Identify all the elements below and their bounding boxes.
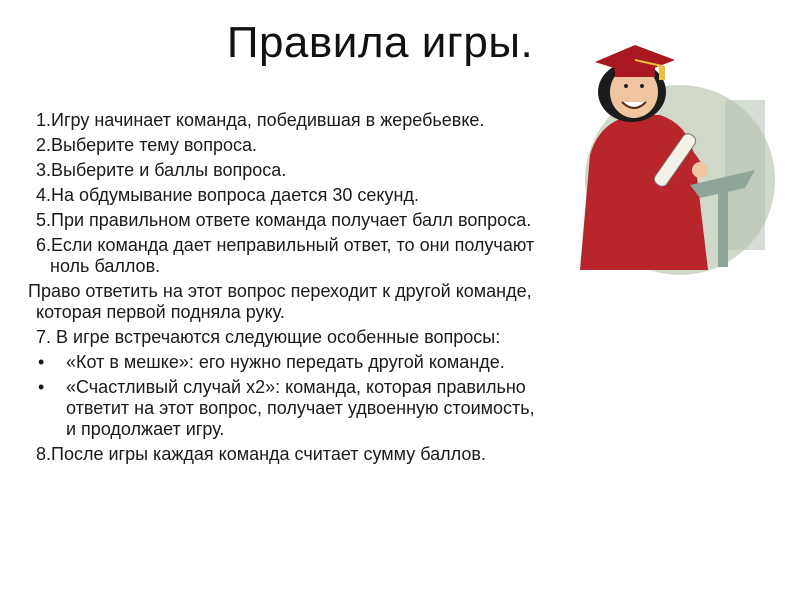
bullet-item	[36, 352, 616, 373]
tassel	[659, 66, 665, 80]
rule-6-note: Право ответить на этот вопрос переходит к другой команде, которая первой подняла руку.	[28, 281, 532, 322]
lectern-post	[718, 192, 728, 267]
rule-6: 6.Если команда дает неправильный ответ, то они получают ноль баллов.	[36, 235, 535, 276]
rule-5: 5.При правильном ответе команда получает балл вопроса.	[36, 210, 532, 230]
cap-band	[615, 65, 655, 77]
rules-list	[28, 110, 616, 469]
rule-2: 2.Выберите тему вопроса.	[36, 135, 257, 155]
bullet-dot: •	[38, 352, 45, 372]
eye	[640, 84, 644, 88]
rule-4: 4.На обдумывание вопроса дается 30 секунд.	[36, 185, 419, 205]
bullet-text: «Счастливый случай х2»: команда, которая правильно ответит на этот вопрос, получает удвоенную стоимость, и продолжает игру.	[66, 377, 535, 439]
bullet-item	[36, 377, 536, 440]
bullet-text: «Кот в мешке»: его нужно передать другой команде.	[66, 352, 505, 372]
rule-7: 7. В игре встречаются следующие особенные вопросы:	[36, 327, 501, 347]
rule-3: 3.Выберите и баллы вопроса.	[36, 160, 287, 180]
hand	[692, 162, 708, 178]
rule-1: 1.Игру начинает команда, победившая в жеребьевке.	[36, 110, 485, 130]
graduate-with-diploma-icon	[540, 20, 785, 275]
rule-8: 8.После игры каждая команда считает сумму баллов.	[36, 444, 486, 464]
eye	[624, 84, 628, 88]
slide-title: Правила игры.	[226, 18, 534, 67]
bullet-dot: •	[38, 377, 45, 397]
